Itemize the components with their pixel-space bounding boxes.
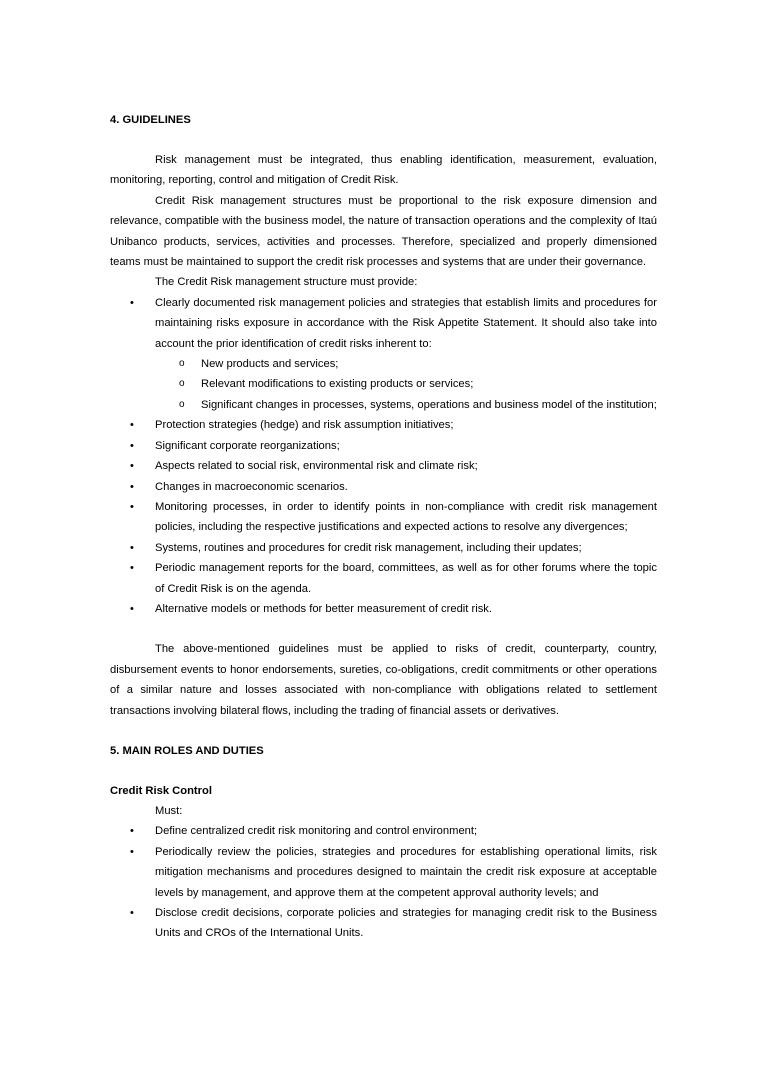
sub-list-item: [155, 374, 657, 394]
bullet-marker: •: [130, 419, 134, 432]
page-content: [110, 110, 657, 944]
guidelines-paragraph-1: Risk management must be integrated, thus enabling identification, measurement, evaluation, monitoring, reporting, control and mitigation of Credit Risk.: [110, 154, 657, 187]
list-item-text: Significant corporate reorganizations;: [155, 439, 340, 452]
sub-list-item: [155, 354, 657, 374]
guidelines-paragraph-4: The above-mentioned guidelines must be applied to risks of credit, counterparty, country, disbursement events to honor endorsements, sureties, co-obligations, credit commitments or other operations of a similar nature and losses associated with non-compliance with obligations related to settlement transactions involving bilateral flows, including the trading of financial assets or derivatives.: [110, 643, 657, 717]
list-item: [110, 436, 657, 456]
sub-bullet-marker: o: [179, 358, 185, 370]
list-item-text: Periodically review the policies, strategies and procedures for establishing operational limits, risk mitigation mechanisms and procedures designed to maintain the credit risk exposure at acceptable levels by management, and approve them at the competent approval authority levels; and: [155, 845, 657, 899]
list-item-text: Aspects related to social risk, environmental risk and climate risk;: [155, 460, 478, 473]
list-item: [110, 842, 657, 903]
list-item-text: Protection strategies (hedge) and risk assumption initiatives;: [155, 419, 454, 432]
duties-bullet-list: [110, 821, 657, 943]
must-label: Must:: [155, 804, 183, 817]
bullet-marker: •: [130, 562, 134, 575]
list-item-text: Changes in macroeconomic scenarios.: [155, 480, 348, 493]
section-5-heading: 5. MAIN ROLES AND DUTIES: [110, 744, 264, 757]
bullet-marker: •: [130, 296, 134, 309]
list-item: [110, 558, 657, 599]
list-item-text: Define centralized credit risk monitoring and control environment;: [155, 825, 478, 838]
list-item: [110, 903, 657, 944]
list-item: [110, 821, 657, 841]
list-item: [110, 599, 657, 619]
sub-bullet-marker: o: [179, 378, 185, 390]
bullet-marker: •: [130, 602, 134, 615]
sub-list-item: [155, 395, 657, 415]
bullet-marker: •: [130, 439, 134, 452]
sub-list-item-text: Relevant modifications to existing products or services;: [201, 378, 474, 391]
list-item-text: Periodic management reports for the board, committees, as well as for other forums where the topic of Credit Risk is on the agenda.: [155, 562, 657, 595]
bullet-marker: •: [130, 480, 134, 493]
section-4-heading: 4. GUIDELINES: [110, 114, 191, 126]
bullet-marker: •: [130, 500, 134, 513]
sub-bullet-list: [155, 354, 657, 415]
list-item-text: Disclose credit decisions, corporate policies and strategies for managing credit risk to the Business Units and CROs of the International Units.: [155, 907, 657, 940]
sub-bullet-marker: o: [179, 398, 185, 410]
list-item: [110, 456, 657, 476]
list-item: [110, 477, 657, 497]
sub-list-item-text: Significant changes in processes, systems, operations and business model of the institution;: [201, 398, 657, 411]
bullet-marker: •: [130, 541, 134, 554]
guidelines-bullet-list: [110, 293, 657, 620]
list-item-text: Alternative models or methods for better measurement of credit risk.: [155, 602, 493, 615]
bullet-marker: •: [130, 845, 134, 858]
bullet-marker: •: [130, 460, 134, 473]
credit-risk-control-heading: Credit Risk Control: [110, 784, 212, 797]
guidelines-paragraph-2: Credit Risk management structures must be proportional to the risk exposure dimension and relevance, compatible with the business model, the nature of transaction operations and the complexity of Itaú Unibanco products, services, activities and processes. Therefore, specialized and properly dimensioned teams must be maintained to support the credit risk processes and systems that are under their governance.: [110, 194, 657, 269]
list-item-text: Systems, routines and procedures for credit risk management, including their updates;: [155, 541, 582, 554]
list-item-text: Clearly documented risk management policies and strategies that establish limits and procedures for maintaining risks exposure in accordance with the Risk Appetite Statement. It should also take into account the prior identification of credit risks inherent to:: [155, 296, 657, 350]
list-item: [110, 293, 657, 415]
bullet-marker: •: [130, 825, 134, 838]
bullet-marker: •: [130, 907, 134, 919]
guidelines-paragraph-3: The Credit Risk management structure must provide:: [155, 276, 418, 289]
list-item: [110, 497, 657, 538]
list-item: [110, 415, 657, 435]
list-item: [110, 538, 657, 558]
sub-list-item-text: New products and services;: [201, 358, 339, 371]
list-item-text: Monitoring processes, in order to identify points in non-compliance with credit risk management policies, including the respective justifications and expected actions to resolve any divergences;: [155, 500, 657, 534]
